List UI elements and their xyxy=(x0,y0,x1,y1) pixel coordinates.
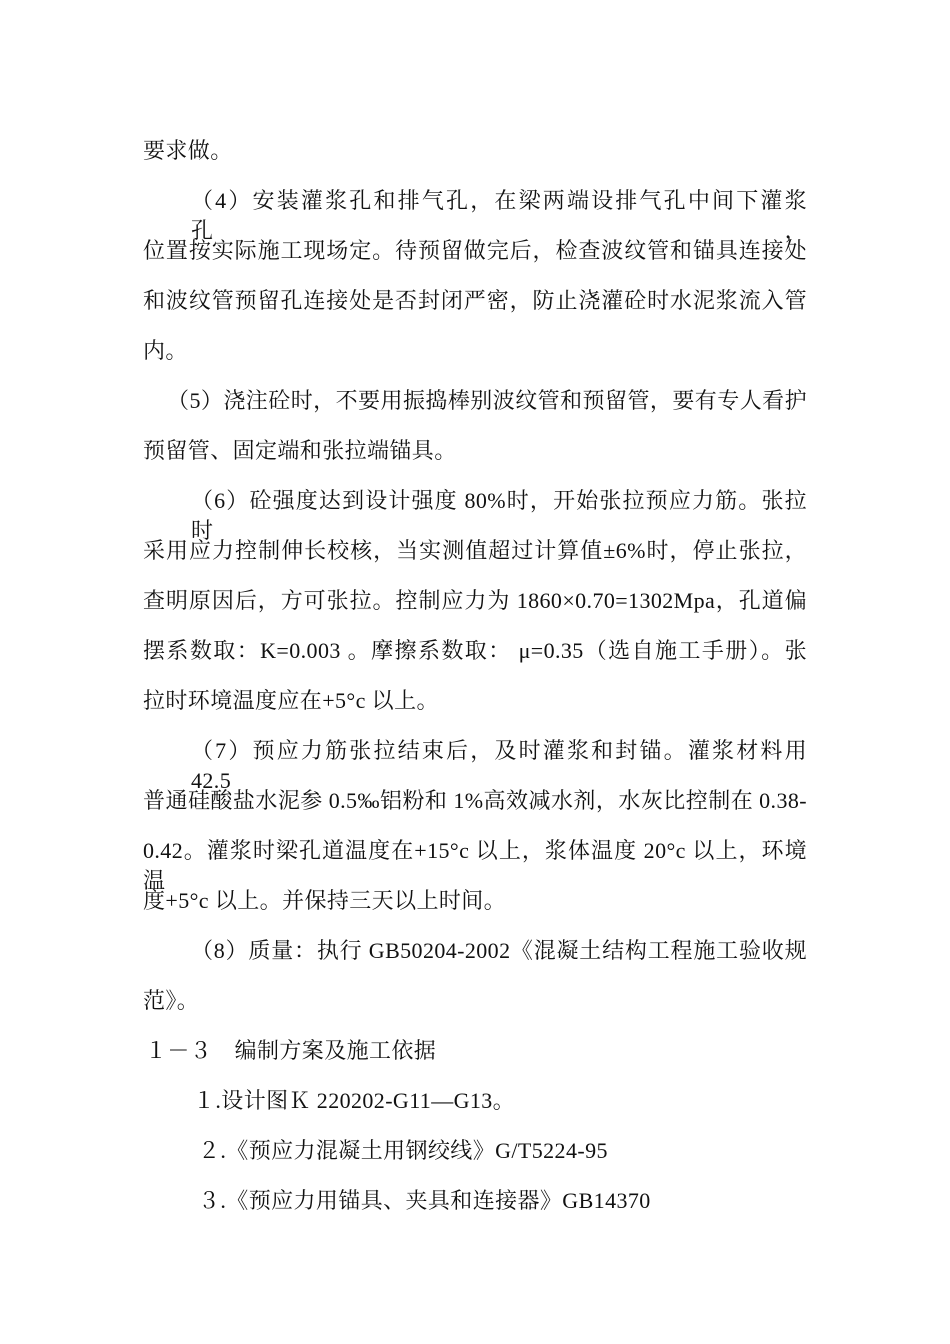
item-7-line-1: （7）预应力筋张拉结束后，及时灌浆和封锚。灌浆材料用 42.5 xyxy=(191,738,807,793)
item-5-line-1: （5）浇注砼时，不要用振捣棒别波纹管和预留管，要有专人看护 xyxy=(167,388,807,413)
item-6-line-3: 查明原因后，方可张拉。控制应力为 1860×0.70=1302Mpa，孔道偏 xyxy=(143,588,807,613)
item-4-line-3: 和波纹管预留孔连接处是否封闭严密，防止浇灌砼时水泥浆流入管 xyxy=(143,288,807,313)
item-7-line-3: 0.42。灌浆时梁孔道温度在+15°c 以上，浆体温度 20°c 以上，环境温 xyxy=(143,838,807,893)
basis-item-2: ２.《预应力混凝土用钢绞线》G/T5224-95 xyxy=(198,1138,608,1163)
item-4-line-4: 内。 xyxy=(143,338,188,363)
item-7-line-2: 普通硅酸盐水泥参 0.5‰铝粉和 1%高效减水剂，水灰比控制在 0.38- xyxy=(143,788,807,813)
item-6-line-1: （6）砼强度达到设计强度 80%时，开始张拉预应力筋。张拉时 xyxy=(191,488,807,543)
item-5-line-2: 预留管、固定端和张拉端锚具。 xyxy=(143,438,457,463)
item-7-line-4: 度+5°c 以上。并保持三天以上时间。 xyxy=(143,888,507,913)
item-6-line-4: 摆系数取：K=0.003 。摩擦系数取： μ=0.35（选自施工手册）。张 xyxy=(143,638,807,663)
item-4-line-2: 位置按实际施工现场定。待预留做完后，检查波纹管和锚具连接处 xyxy=(143,238,807,263)
text-line-1: 要求做。 xyxy=(143,138,233,163)
item-8-line-1: （8）质量：执行 GB50204-2002《混凝土结构工程施工验收规 xyxy=(191,938,807,963)
item-6-line-2: 采用应力控制伸长校核，当实测值超过计算值±6%时，停止张拉， xyxy=(143,538,807,563)
item-6-line-5: 拉时环境温度应在+5°c 以上。 xyxy=(143,688,439,713)
basis-item-1: １.设计图Ｋ 220202-G11—G13。 xyxy=(193,1088,516,1113)
item-4-line-1: （4）安装灌浆孔和排气孔，在梁两端设排气孔中间下灌浆孔， xyxy=(191,188,807,243)
basis-item-3: ３.《预应力用锚具、夹具和连接器》GB14370 xyxy=(198,1188,651,1213)
item-8-line-2: 范》。 xyxy=(143,988,200,1013)
section-heading: １－３ 编制方案及施工依据 xyxy=(145,1038,437,1063)
